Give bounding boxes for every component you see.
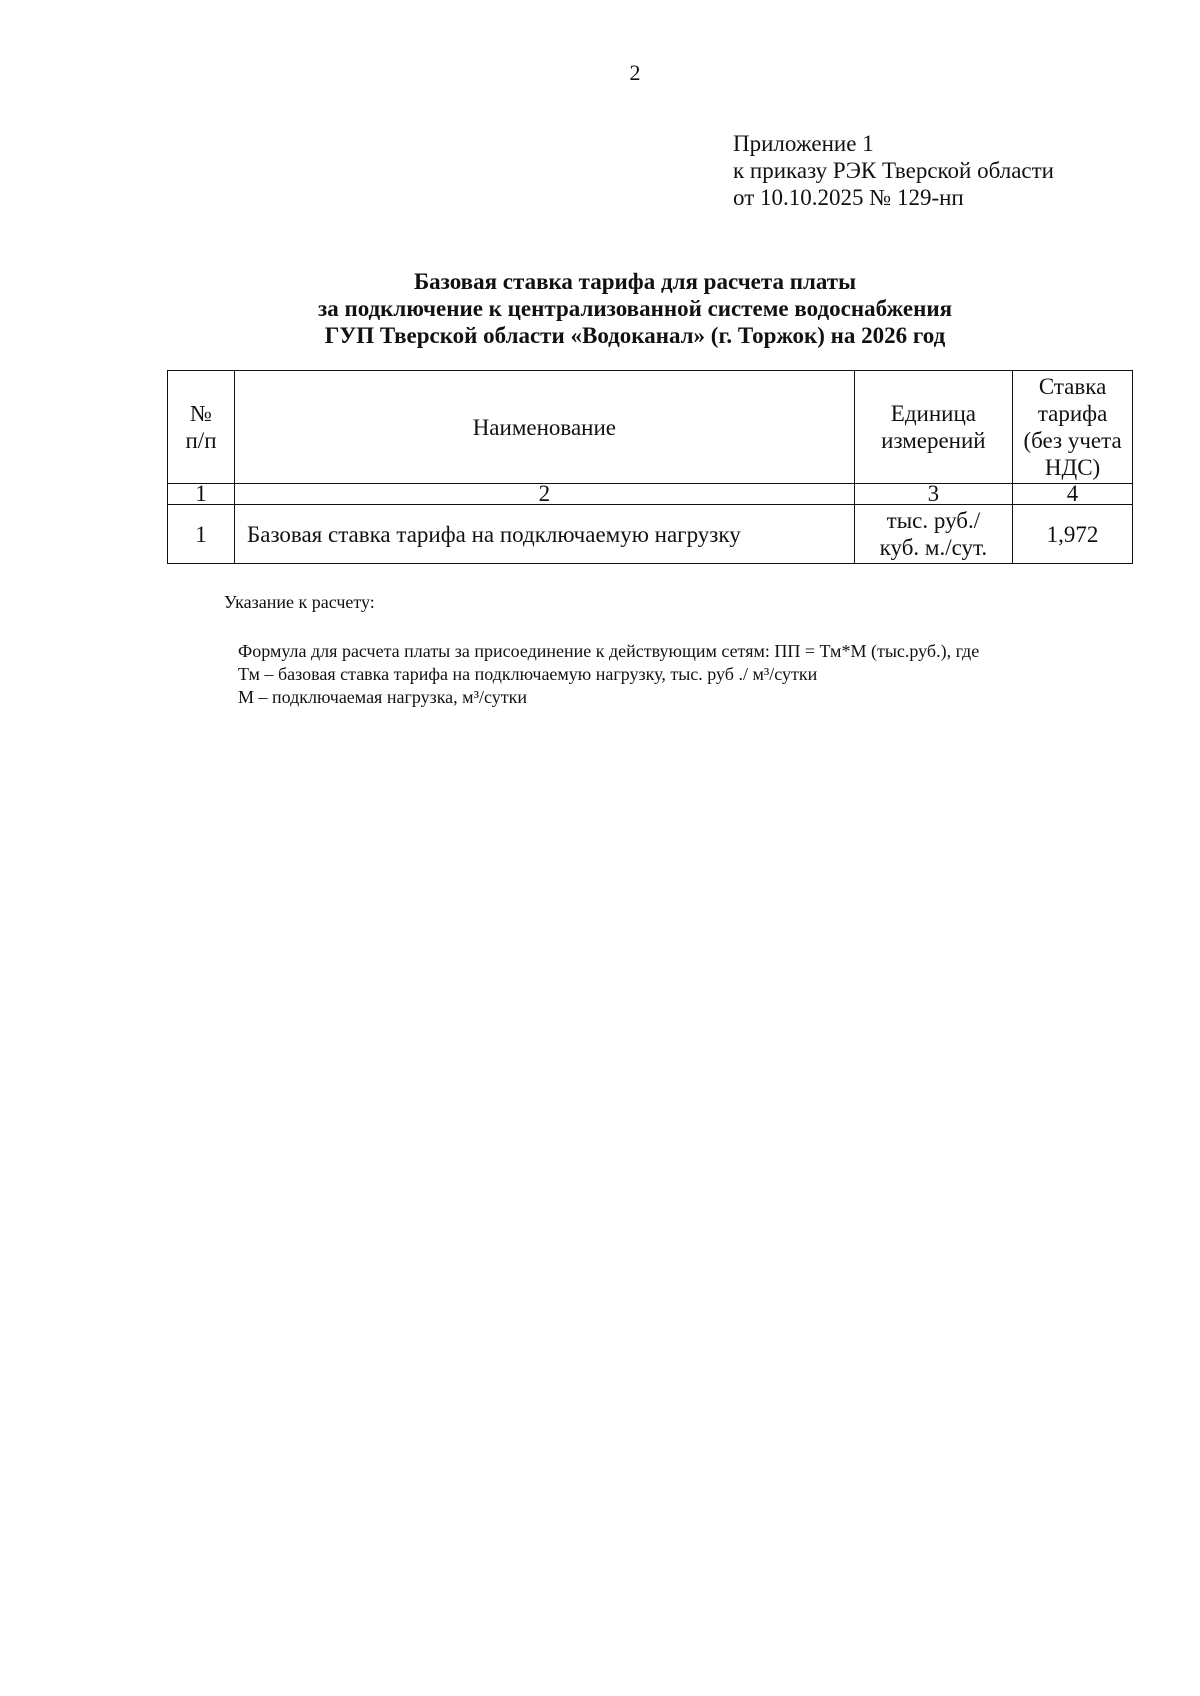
- header-number: № п/п: [168, 371, 235, 484]
- document-title: [160, 268, 1110, 349]
- appendix-reference: [733, 130, 1054, 211]
- page-number: 2: [629, 60, 641, 85]
- formula-block: [238, 640, 979, 709]
- tm-definition: Тм – базовая ставка тарифа на подключаемую нагрузку, тыс. руб ./ м³/сутки: [238, 664, 818, 684]
- header-rate: Ставка тарифа (без учета НДС): [1013, 371, 1133, 484]
- formula-line: Формула для расчета платы за присоединение к действующим сетям: ПП = Тм*М (тыс.руб.), где: [238, 641, 980, 661]
- title-line-3: ГУП Тверской области «Водоканал» (г. Торжок) на 2026 год: [324, 323, 946, 348]
- row-rate: 1,972: [1013, 505, 1133, 564]
- column-number: 4: [1013, 484, 1133, 505]
- row-name: Базовая ставка тарифа на подключаемую нагрузку: [235, 505, 855, 564]
- table-header-row: [168, 371, 1133, 484]
- appendix-line-3: от 10.10.2025 № 129-нп: [733, 185, 964, 210]
- row-number: 1: [168, 505, 235, 564]
- column-number-row: [168, 484, 1133, 505]
- tariff-table: [167, 370, 1133, 564]
- row-unit: тыс. руб./ куб. м./сут.: [854, 505, 1012, 564]
- table-row: [168, 505, 1133, 564]
- title-line-1: Базовая ставка тарифа для расчета платы: [413, 269, 857, 294]
- header-name: Наименование: [235, 371, 855, 484]
- instructions-title: Указание к расчету:: [224, 592, 375, 612]
- column-number: 1: [168, 484, 235, 505]
- appendix-line-2: к приказу РЭК Тверской области: [733, 158, 1054, 183]
- header-unit: Единица измерений: [854, 371, 1012, 484]
- appendix-line-1: Приложение 1: [733, 131, 874, 156]
- column-number: 3: [854, 484, 1012, 505]
- column-number: 2: [235, 484, 855, 505]
- m-definition: М – подключаемая нагрузка, м³/сутки: [238, 687, 527, 707]
- title-line-2: за подключение к централизованной системе водоснабжения: [317, 296, 953, 321]
